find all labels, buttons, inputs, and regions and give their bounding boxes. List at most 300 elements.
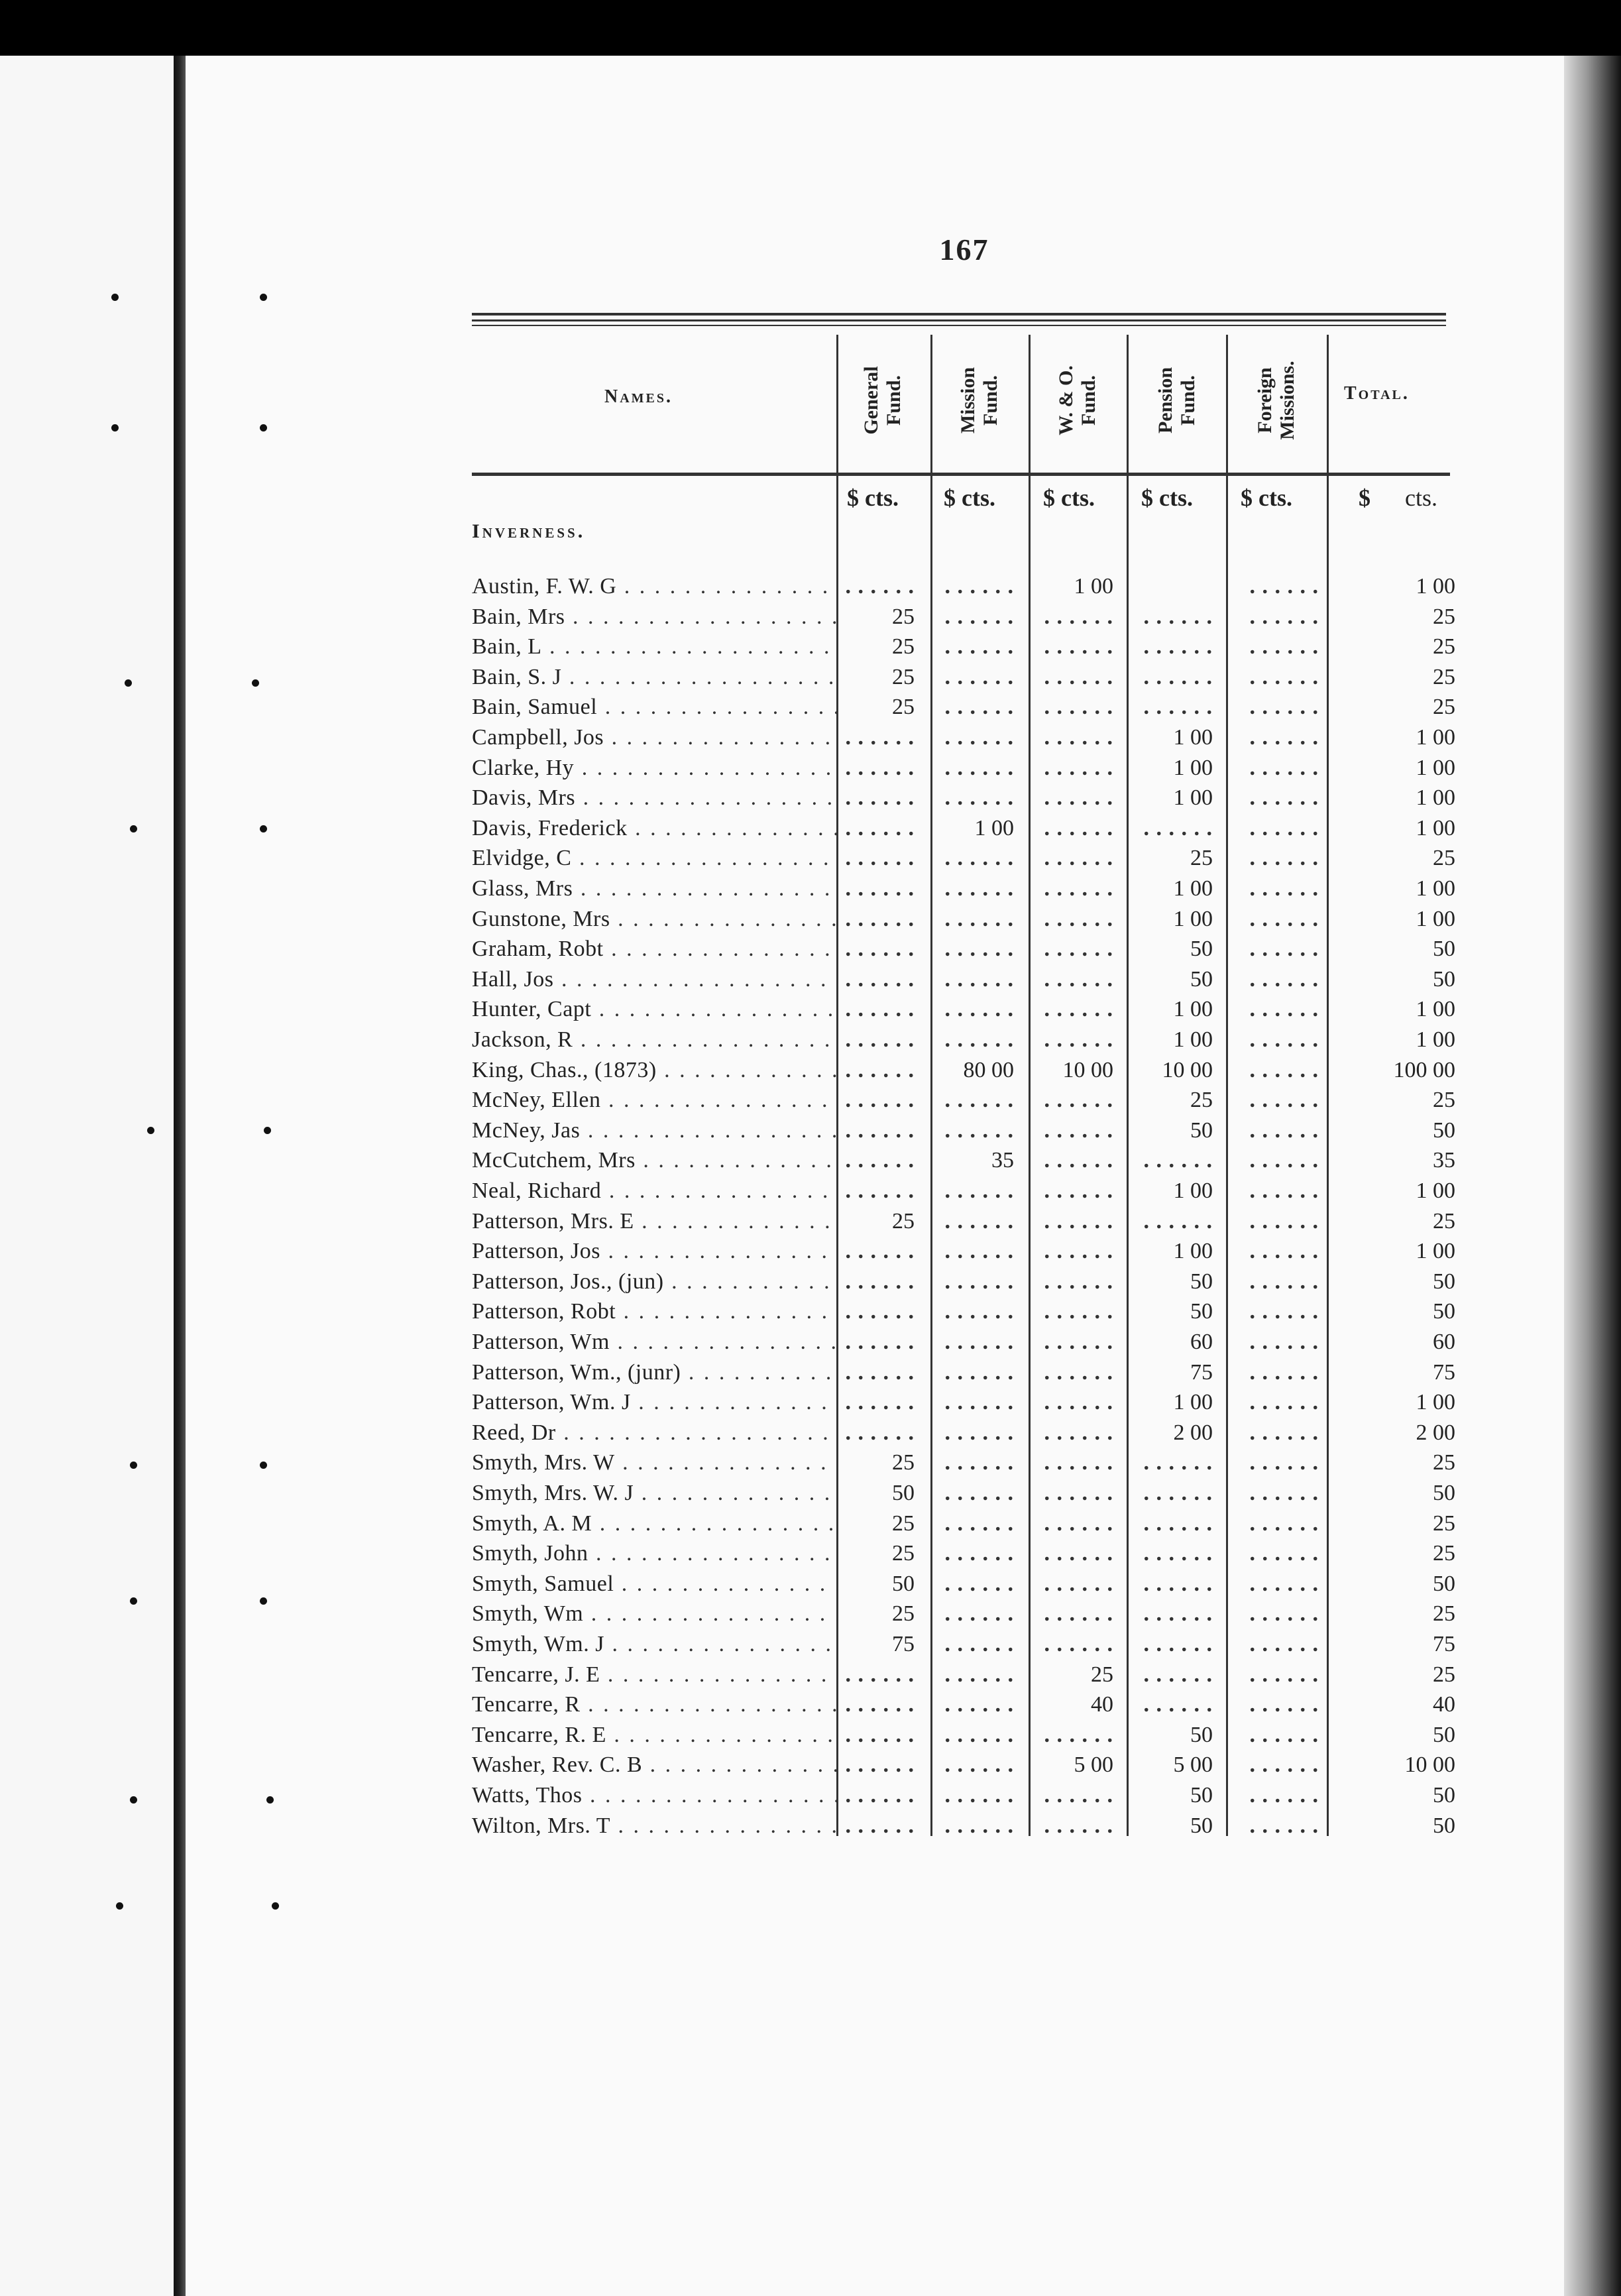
amount-total: 1 00 (1416, 876, 1455, 901)
amount-pension: 25 (1190, 846, 1213, 871)
amount-general (828, 1145, 915, 1176)
amount-general (828, 1236, 915, 1267)
amount-wo (1027, 1629, 1113, 1660)
amount-general (828, 904, 915, 935)
amount-wo (1027, 1720, 1113, 1751)
amount-wo: 10 00 (1062, 1057, 1113, 1082)
amount-foreign (1233, 1085, 1319, 1116)
amount-mission (928, 692, 1014, 722)
amount-mission (928, 1629, 1014, 1660)
table-row (0, 602, 1621, 632)
binding-mark (116, 1902, 123, 1910)
amount-total: 25 (1433, 1208, 1455, 1234)
amount-pension: 50 (1190, 1722, 1213, 1747)
amount-general: 25 (892, 1511, 915, 1536)
contributor-name: Washer, Rev. C. B . . . (472, 1750, 838, 1780)
amount-wo (1027, 964, 1113, 995)
column-header-total: Total. (1344, 383, 1410, 404)
table-row (0, 934, 1621, 964)
amount-total: 50 (1433, 937, 1455, 962)
column-header-pension-fund (1131, 335, 1223, 467)
amount-mission (928, 662, 1014, 693)
amount-pension: 1 00 (1173, 785, 1213, 811)
table-row (0, 1267, 1621, 1297)
amount-general: 50 (892, 1481, 915, 1505)
amount-wo (1027, 1116, 1113, 1146)
contributor-name: Tencarre, R. E . . . (472, 1720, 838, 1751)
amount-wo (1027, 722, 1113, 753)
column-header-wo-fund (1031, 335, 1124, 467)
contributor-name: Bain, Samuel . . . (472, 692, 838, 722)
contributor-name: Austin, F. W. G . . . (472, 571, 838, 602)
amount-general (828, 1357, 915, 1388)
contributor-name: Patterson, Robt . . . (472, 1296, 838, 1327)
amount-total: 1 00 (1416, 755, 1455, 780)
amount-pension: 50 (1190, 1783, 1213, 1808)
amount-foreign (1233, 1327, 1319, 1357)
amount-pension: 1 00 (1173, 997, 1213, 1022)
amount-mission (928, 1176, 1014, 1206)
amount-mission (928, 1448, 1014, 1478)
amount-mission (928, 1478, 1014, 1509)
amount-mission (928, 1116, 1014, 1146)
amount-total: 25 (1433, 604, 1455, 629)
contributor-name: Reed, Dr . . . (472, 1418, 838, 1448)
amount-mission: 80 00 (963, 1057, 1014, 1082)
amount-general: 25 (892, 634, 915, 660)
amount-wo: 40 (1091, 1692, 1113, 1717)
amount-foreign (1233, 1569, 1319, 1599)
amount-wo (1027, 1025, 1113, 1055)
contributor-name: Wilton, Mrs. T . . . (472, 1811, 838, 1841)
amount-mission (928, 602, 1014, 632)
amount-total: 25 (1433, 1088, 1455, 1113)
amount-mission (928, 1599, 1014, 1629)
table-row (0, 1357, 1621, 1388)
amount-foreign (1233, 1176, 1319, 1206)
unit-wo: $ cts. (1043, 485, 1095, 511)
table-row (0, 874, 1621, 904)
amount-mission (928, 1690, 1014, 1720)
table-row (0, 994, 1621, 1025)
amount-total: 25 (1433, 695, 1455, 720)
amount-general (828, 1267, 915, 1297)
amount-pension: 1 00 (1173, 1027, 1213, 1052)
amount-general (828, 813, 915, 844)
foreign-missions-line1: Foreign (1254, 367, 1276, 433)
contributor-name: Jackson, R . . . (472, 1025, 838, 1055)
amount-wo (1027, 602, 1113, 632)
contributor-name: Patterson, Jos., (jun) . . . (472, 1267, 838, 1297)
amount-wo (1027, 662, 1113, 693)
amount-general (828, 1780, 915, 1811)
contributor-name: Bain, S. J . . . (472, 662, 838, 693)
amount-mission: 35 (991, 1148, 1014, 1173)
amount-total: 50 (1433, 1783, 1455, 1808)
amount-total: 25 (1433, 1450, 1455, 1475)
amount-wo: 1 00 (1074, 574, 1113, 599)
amount-pension: 50 (1190, 1299, 1213, 1324)
contributor-name: Elvidge, C . . . (472, 843, 838, 874)
contributor-name: Graham, Robt . . . (472, 934, 838, 964)
amount-mission (928, 1357, 1014, 1388)
amount-wo (1027, 1176, 1113, 1206)
amount-wo (1027, 813, 1113, 844)
amount-general (828, 1750, 915, 1780)
amount-general: 75 (892, 1632, 915, 1656)
column-header-foreign-missions (1230, 335, 1323, 467)
amount-wo: 5 00 (1074, 1752, 1113, 1778)
amount-wo (1027, 1780, 1113, 1811)
table-row (0, 632, 1621, 662)
amount-wo (1027, 874, 1113, 904)
amount-pension: 1 00 (1173, 876, 1213, 901)
contributor-name: Davis, Frederick . . . (472, 813, 838, 844)
amount-general (828, 1690, 915, 1720)
amount-mission (928, 1509, 1014, 1539)
amount-general: 25 (892, 1601, 915, 1627)
contributor-name: Smyth, A. M . . . (472, 1509, 838, 1539)
table-row (0, 1296, 1621, 1327)
mission-fund-line2: Fund. (979, 375, 1001, 426)
amount-total: 1 00 (1416, 1178, 1455, 1203)
contributor-name: Watts, Thos . . . (472, 1780, 838, 1811)
amount-wo (1027, 1387, 1113, 1418)
table-row (0, 1116, 1621, 1146)
amount-total: 1 00 (1416, 1239, 1455, 1264)
amount-foreign (1233, 692, 1319, 722)
table-row (0, 1327, 1621, 1357)
table-row (0, 1780, 1621, 1811)
amount-pension (1127, 1599, 1213, 1629)
amount-pension (1127, 1478, 1213, 1509)
contributor-name: McCutchem, Mrs . . . (472, 1145, 838, 1176)
amount-mission (928, 934, 1014, 964)
amount-wo (1027, 1145, 1113, 1176)
amount-pension (1127, 662, 1213, 693)
table-row (0, 1478, 1621, 1509)
amount-pension (1127, 632, 1213, 662)
amount-foreign (1233, 964, 1319, 995)
amount-mission (928, 964, 1014, 995)
amount-pension: 1 00 (1173, 906, 1213, 931)
general-fund-line1: General (860, 366, 882, 435)
amount-mission (928, 783, 1014, 813)
amount-total: 50 (1433, 1722, 1455, 1747)
amount-mission (928, 1780, 1014, 1811)
amount-total: 40 (1433, 1692, 1455, 1717)
amount-mission (928, 1569, 1014, 1599)
contributor-name: Tencarre, J. E . . . (472, 1660, 838, 1690)
table-row (0, 1720, 1621, 1751)
amount-wo (1027, 1418, 1113, 1448)
amount-mission (928, 994, 1014, 1025)
amount-pension (1127, 1569, 1213, 1599)
table-row (0, 753, 1621, 783)
amount-total: 60 (1433, 1330, 1455, 1354)
amount-wo: 25 (1091, 1662, 1113, 1687)
table-row (0, 964, 1621, 995)
amount-foreign (1233, 843, 1319, 874)
amount-general (828, 571, 915, 602)
amount-mission (928, 904, 1014, 935)
amount-wo (1027, 934, 1113, 964)
amount-foreign (1233, 1811, 1319, 1841)
amount-general (828, 1387, 915, 1418)
amount-pension: 50 (1190, 937, 1213, 962)
amount-foreign (1233, 1357, 1319, 1388)
contributor-name: Patterson, Wm. J . . . (472, 1387, 838, 1418)
amount-foreign (1233, 1720, 1319, 1751)
amount-mission (928, 1296, 1014, 1327)
binding-mark (111, 424, 119, 431)
amount-foreign (1233, 874, 1319, 904)
table-row (0, 813, 1621, 844)
amount-general (828, 874, 915, 904)
amount-mission (928, 1750, 1014, 1780)
amount-foreign (1233, 1448, 1319, 1478)
table-row (0, 1145, 1621, 1176)
amount-mission (928, 1206, 1014, 1237)
amount-pension (1127, 1509, 1213, 1539)
amount-general (828, 1418, 915, 1448)
table-row (0, 1176, 1621, 1206)
contributor-name: Glass, Mrs . . . (472, 874, 838, 904)
amount-pension: 50 (1190, 1813, 1213, 1838)
amount-wo (1027, 994, 1113, 1025)
amount-total: 1 00 (1416, 815, 1455, 840)
amount-foreign (1233, 1267, 1319, 1297)
amount-mission (928, 1538, 1014, 1569)
header-rule (472, 473, 1450, 476)
table-row (0, 662, 1621, 693)
amount-wo (1027, 1599, 1113, 1629)
contributor-name: Smyth, Mrs. W. J . . . (472, 1478, 838, 1509)
amount-total: 50 (1433, 1813, 1455, 1838)
amount-foreign (1233, 1206, 1319, 1237)
column-header-general-fund (836, 335, 929, 467)
amount-foreign (1233, 904, 1319, 935)
contributor-name: Bain, Mrs . . . (472, 602, 838, 632)
contributor-name: Gunstone, Mrs . . . (472, 904, 838, 935)
amount-general (828, 1085, 915, 1116)
amount-general: 50 (892, 1571, 915, 1596)
contributor-name: Smyth, Samuel . . . (472, 1569, 838, 1599)
amount-pension (1127, 692, 1213, 722)
amount-general (828, 1025, 915, 1055)
amount-pension: 50 (1190, 966, 1213, 992)
amount-foreign (1233, 1055, 1319, 1086)
top-rule (472, 325, 1446, 326)
amount-mission (928, 1811, 1014, 1841)
amount-mission (928, 1236, 1014, 1267)
amount-wo (1027, 1206, 1113, 1237)
table-row (0, 1538, 1621, 1569)
amount-wo (1027, 1811, 1113, 1841)
table-row (0, 1811, 1621, 1841)
amount-general (828, 1811, 915, 1841)
amount-mission (928, 1327, 1014, 1357)
contributor-name: Neal, Richard . . . (472, 1176, 838, 1206)
table-row (0, 1085, 1621, 1116)
unit-total-dollar: $ (1359, 485, 1370, 511)
amount-pension: 25 (1190, 1088, 1213, 1113)
table-row (0, 1509, 1621, 1539)
contributor-name: Patterson, Mrs. E . . . (472, 1206, 838, 1237)
amount-foreign (1233, 1750, 1319, 1780)
amount-pension: 1 00 (1173, 1390, 1213, 1415)
amount-foreign (1233, 1538, 1319, 1569)
amount-total: 75 (1433, 1359, 1455, 1385)
amount-general: 25 (892, 1208, 915, 1234)
amount-pension: 2 00 (1173, 1420, 1213, 1445)
amount-foreign (1233, 813, 1319, 844)
amount-general: 25 (892, 604, 915, 629)
amount-total: 1 00 (1416, 1390, 1455, 1415)
amount-total: 25 (1433, 1601, 1455, 1627)
amount-wo (1027, 1267, 1113, 1297)
pension-fund-line2: Fund. (1177, 375, 1199, 426)
top-rule (472, 313, 1446, 316)
amount-foreign (1233, 1296, 1319, 1327)
table-row (0, 904, 1621, 935)
contributor-name: McNey, Ellen . . . (472, 1085, 838, 1116)
amount-total: 25 (1433, 664, 1455, 689)
amount-wo (1027, 753, 1113, 783)
wo-fund-line1: W. & O. (1055, 365, 1077, 435)
unit-pension: $ cts. (1141, 485, 1193, 511)
unit-foreign: $ cts. (1241, 485, 1292, 511)
amount-total: 25 (1433, 1541, 1455, 1566)
table-row (0, 1236, 1621, 1267)
contributor-name: McNey, Jas . . . (472, 1116, 838, 1146)
amount-foreign (1233, 1116, 1319, 1146)
table-row (0, 1448, 1621, 1478)
contributor-name: Hunter, Capt . . . (472, 994, 838, 1025)
foreign-missions-line2: Missions. (1276, 361, 1298, 440)
table-row (0, 1690, 1621, 1720)
amount-foreign (1233, 1145, 1319, 1176)
amount-total: 75 (1433, 1632, 1455, 1656)
wo-fund-line2: Fund. (1078, 375, 1099, 426)
amount-general (828, 934, 915, 964)
amount-general: 25 (892, 1450, 915, 1475)
amount-total: 35 (1433, 1148, 1455, 1173)
amount-foreign (1233, 994, 1319, 1025)
amount-pension: 10 00 (1162, 1057, 1213, 1082)
amount-foreign (1233, 1025, 1319, 1055)
amount-wo (1027, 1478, 1113, 1509)
amount-total: 25 (1433, 1511, 1455, 1536)
section-title: Inverness. (472, 520, 586, 542)
unit-mission: $ cts. (944, 485, 995, 511)
table-row (0, 843, 1621, 874)
amount-pension: 1 00 (1173, 1239, 1213, 1264)
amount-mission (928, 1387, 1014, 1418)
amount-mission (928, 1660, 1014, 1690)
general-fund-line2: Fund. (883, 375, 905, 426)
amount-total: 1 00 (1416, 725, 1455, 750)
amount-foreign (1233, 632, 1319, 662)
amount-pension (1127, 813, 1213, 844)
amount-foreign (1233, 783, 1319, 813)
amount-general: 25 (892, 664, 915, 689)
amount-foreign (1233, 662, 1319, 693)
table-row (0, 1206, 1621, 1237)
amount-foreign (1233, 722, 1319, 753)
amount-general (828, 964, 915, 995)
table-row (0, 1025, 1621, 1055)
amount-foreign (1233, 1660, 1319, 1690)
amount-total: 1 00 (1416, 785, 1455, 811)
table-row (0, 1387, 1621, 1418)
contributor-name: Smyth, John . . . (472, 1538, 838, 1569)
amount-general (828, 1296, 915, 1327)
amount-total: 50 (1433, 966, 1455, 992)
binding-mark (260, 424, 267, 431)
contributor-name: Patterson, Wm., (junr) . . . (472, 1357, 838, 1388)
table-row (0, 1750, 1621, 1780)
amount-wo (1027, 1538, 1113, 1569)
amount-foreign (1233, 1509, 1319, 1539)
amount-pension (1127, 1145, 1213, 1176)
contributor-name: Patterson, Jos . . . (472, 1236, 838, 1267)
amount-wo (1027, 1569, 1113, 1599)
amount-general (828, 1116, 915, 1146)
amount-general (828, 1176, 915, 1206)
amount-total: 1 00 (1416, 574, 1455, 599)
amount-total: 50 (1433, 1299, 1455, 1324)
amount-foreign (1233, 1478, 1319, 1509)
amount-pension: 5 00 (1173, 1752, 1213, 1778)
table-row (0, 571, 1621, 602)
contributor-name: Bain, L . . . (472, 632, 838, 662)
amount-general (828, 1660, 915, 1690)
binding-mark (260, 294, 267, 301)
column-header-names: Names. (604, 386, 673, 407)
amount-total: 25 (1433, 1662, 1455, 1687)
amount-pension: 50 (1190, 1118, 1213, 1143)
amount-general (828, 994, 915, 1025)
amount-total: 50 (1433, 1481, 1455, 1505)
amount-total: 2 00 (1416, 1420, 1455, 1445)
amount-mission (928, 1025, 1014, 1055)
amount-general (828, 843, 915, 874)
pension-fund-line1: Pension (1154, 367, 1176, 434)
amount-pension: 1 00 (1173, 1178, 1213, 1203)
amount-foreign (1233, 753, 1319, 783)
amount-mission: 1 00 (974, 815, 1014, 840)
amount-mission (928, 571, 1014, 602)
amount-pension (1127, 1629, 1213, 1660)
amount-general: 25 (892, 695, 915, 720)
amount-general (828, 1720, 915, 1751)
amount-mission (928, 722, 1014, 753)
amount-mission (928, 632, 1014, 662)
contributor-name: Smyth, Wm. J . . . (472, 1629, 838, 1660)
amount-pension (1127, 1206, 1213, 1237)
amount-pension: 75 (1190, 1359, 1213, 1385)
amount-total: 1 00 (1416, 906, 1455, 931)
amount-general (828, 783, 915, 813)
amount-total: 25 (1433, 634, 1455, 660)
amount-wo (1027, 1236, 1113, 1267)
amount-foreign (1233, 934, 1319, 964)
amount-foreign (1233, 1236, 1319, 1267)
amount-wo (1027, 1327, 1113, 1357)
amount-mission (928, 753, 1014, 783)
amount-foreign (1233, 1629, 1319, 1660)
